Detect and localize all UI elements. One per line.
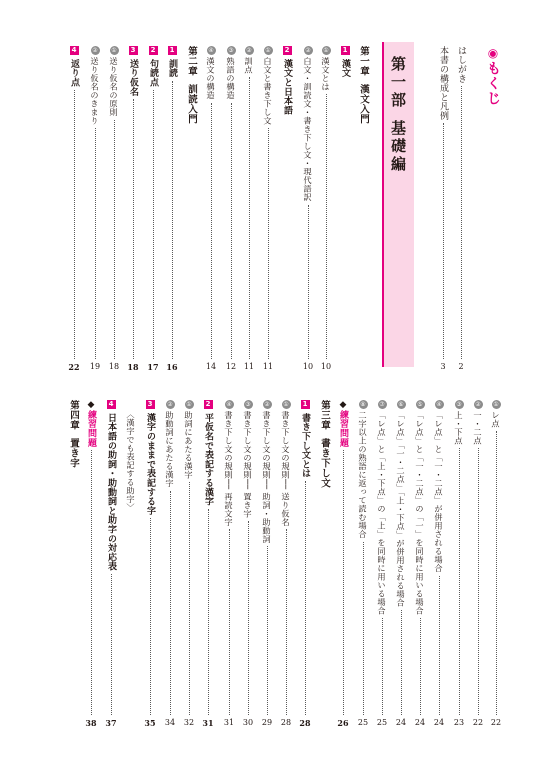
chapter-3-heading: [317, 400, 331, 488]
page-number: 12: [225, 362, 237, 371]
chapter-title: 書き下し文: [319, 438, 330, 488]
leader-dots: [401, 610, 402, 715]
entry-label: 漢文と日本語: [282, 59, 292, 115]
page-number: 14: [205, 362, 217, 371]
entry-label: 一・二点: [473, 411, 483, 445]
item-number-circle: ②: [246, 47, 252, 54]
leader-dots: [133, 99, 134, 359]
section-kundoku[interactable]: [166, 46, 178, 372]
section-kutouten[interactable]: [147, 46, 159, 372]
page-number: 24: [395, 718, 407, 727]
page-number: 22: [472, 718, 484, 727]
page-number: 24: [414, 718, 426, 727]
item-kanji-hyouki-joji[interactable]: [125, 410, 137, 728]
entry-label: はしがき: [456, 46, 466, 84]
item-number-circle: ②: [475, 401, 481, 408]
leader-dots: [496, 431, 497, 715]
chapter-1-heading: [356, 46, 370, 124]
page-number: 35: [144, 718, 156, 728]
leader-dots: [95, 128, 96, 359]
item-number-circle: ①: [186, 401, 192, 408]
item-kisoku-2[interactable]: [242, 400, 254, 728]
entry-label: 句読点: [148, 59, 158, 87]
entry-label: 「レ点」と「一・二点」の「一」を同時に用いる場合: [415, 411, 425, 615]
chapter-title: 漢文入門: [358, 84, 369, 124]
item-number-circle: ②: [305, 47, 311, 54]
item-number-circle: ②: [264, 401, 270, 408]
item-number-circle: ③: [245, 401, 251, 408]
entry-label: 本書の構成と凡例: [438, 46, 448, 121]
chapter-2-heading: [184, 46, 198, 124]
chapter-label: 第三章: [319, 400, 330, 430]
leader-dots: [268, 128, 269, 359]
leader-dots: [478, 448, 479, 715]
item-number-circle: ①: [111, 47, 117, 54]
page-number: 23: [453, 718, 465, 727]
entry-label: 漢文: [340, 59, 350, 78]
toc-title: [483, 46, 503, 106]
section-number-badge: 2: [204, 400, 213, 409]
leader-dots: [74, 90, 75, 359]
section-hiragana-hyouki[interactable]: [202, 400, 214, 728]
item-number-circle: ①: [323, 47, 329, 54]
exercise-mark: ◆: [86, 400, 96, 410]
leader-dots: [439, 576, 440, 716]
entry-label: 「レ点」と「一・二点」が併用される場合: [434, 411, 444, 573]
leader-dots: [153, 90, 154, 359]
page-number: 34: [164, 718, 176, 727]
item-number-circle: ①: [283, 401, 289, 408]
toc-title-text: もくじ: [485, 61, 501, 106]
item-kaeriten-1[interactable]: [472, 400, 484, 728]
entry-label: 書き下し文の規則── 置き字: [243, 411, 253, 518]
entry-label: 漢文の構造: [206, 57, 216, 100]
leader-dots: [305, 481, 306, 715]
page-number: 10: [320, 362, 332, 371]
leader-dots: [172, 81, 173, 359]
item-ch1-s2-1[interactable]: [243, 46, 255, 372]
entry-label: レ点: [491, 411, 501, 428]
item-jodoushi-kanji[interactable]: [164, 400, 176, 728]
section-number-badge: 1: [341, 46, 350, 55]
item-kisoku-1[interactable]: [261, 400, 273, 728]
entry-label: 漢字のままで表記する字: [145, 413, 155, 516]
chapter-title: 置き字: [68, 438, 79, 468]
leader-dots: [363, 542, 364, 716]
section-kanbun[interactable]: [339, 46, 351, 372]
page-number: 22: [490, 718, 502, 727]
item-number-circle: ⑧: [360, 401, 366, 408]
entry-label: 書き下し文とは: [300, 413, 310, 479]
entry-label: 白文・訓読文・書き下し文・現代語訳: [303, 57, 313, 202]
entry-label: 熟語の構造: [226, 57, 236, 100]
entry-label: 「レ点」「一・二点」「上・下点」が併用される場合: [396, 411, 406, 607]
leader-dots: [229, 529, 230, 715]
entry-label: 〈漢字でも表記する助字〉: [126, 410, 136, 512]
page-number: 17: [147, 362, 159, 372]
item-okurigana-gensoku[interactable]: [108, 46, 120, 372]
section-kanbun-nihongo[interactable]: [281, 46, 293, 372]
toc-entry-hashigaki[interactable]: [455, 46, 467, 372]
page-number: 22: [68, 362, 80, 372]
section-number-badge: 1: [301, 400, 310, 409]
page-number: 28: [299, 718, 311, 728]
page-number: 25: [357, 718, 369, 727]
page-number: 32: [183, 718, 195, 727]
page-number: 31: [202, 718, 214, 728]
leader-dots: [231, 103, 232, 360]
section-number-badge: 4: [70, 46, 79, 55]
section-number-badge: 3: [129, 46, 138, 55]
section-number-badge: 2: [149, 46, 158, 55]
page-number: 38: [85, 718, 97, 728]
section-kanji-mama[interactable]: [144, 400, 156, 728]
item-hakubun[interactable]: [302, 46, 314, 372]
page-number: 19: [89, 362, 101, 371]
section-number-badge: 2: [283, 46, 292, 55]
entry-label: 書き下し文の規則── 送り仮名: [281, 411, 291, 527]
entry-label: 二字以上の熟語に返って読む場合: [358, 411, 368, 539]
item-kisoku-0[interactable]: [280, 400, 292, 728]
leader-dots: [286, 529, 287, 715]
part-label: 第一部: [389, 56, 407, 110]
item-number-circle: ④: [208, 47, 214, 54]
page-number: 24: [433, 718, 445, 727]
leader-dots: [326, 94, 327, 359]
page-number: 37: [105, 718, 117, 728]
item-kaeriten-3[interactable]: [433, 400, 445, 728]
section-kaeriten[interactable]: [68, 46, 80, 372]
entry-label: 平仮名で表記する漢字: [203, 413, 213, 506]
leader-dots: [382, 618, 383, 715]
leader-dots: [114, 120, 115, 360]
item-kaeriten-4[interactable]: [414, 400, 426, 728]
item-number-circle: ①: [493, 401, 499, 408]
item-ch1-s2-2[interactable]: [225, 46, 237, 372]
toc-entry-kousei[interactable]: [437, 46, 449, 372]
item-joshi-kanji[interactable]: [183, 400, 195, 728]
section-number-badge: 3: [146, 400, 155, 409]
page-number: 30: [242, 718, 254, 727]
leader-dots: [208, 509, 209, 715]
item-kaeriten-5[interactable]: [395, 400, 407, 728]
entry-label: 漢文とは: [321, 57, 331, 91]
page-number: 28: [280, 718, 292, 727]
item-kaeriten-2[interactable]: [453, 400, 465, 728]
entry-label: 日本語の助詞・助動詞と助字の対応表: [106, 413, 116, 572]
item-number-circle: ⑦: [379, 401, 385, 408]
part-name: 基礎編: [389, 120, 407, 174]
entry-label: 「レ点」と「上・下点」の「上」を同時に用いる場合: [377, 411, 387, 615]
page-number: 11: [262, 362, 274, 371]
leader-dots: [443, 123, 444, 359]
item-number-circle: ①: [265, 47, 271, 54]
page-number: 10: [302, 362, 314, 371]
entry-label: 上・下点: [454, 411, 464, 445]
item-number-circle: ②: [92, 47, 98, 54]
item-number-circle: ⑤: [417, 401, 423, 408]
leader-dots: [211, 103, 212, 360]
leader-dots: [308, 205, 309, 360]
item-ch1-s2-3[interactable]: [205, 46, 217, 372]
part-title: [388, 56, 409, 174]
toc-title-mark: ◉: [486, 46, 500, 61]
leader-dots: [249, 77, 250, 359]
page-number: 31: [223, 718, 235, 727]
leader-dots: [267, 546, 268, 715]
page-number: 2: [458, 362, 464, 371]
item-number-circle: ④: [436, 401, 442, 408]
leader-dots: [111, 574, 112, 715]
item-okurigana-kimari[interactable]: [89, 46, 101, 372]
leader-dots: [459, 448, 460, 715]
item-number-circle: ⑥: [398, 401, 404, 408]
entry-label: 助動詞にあたる漢字: [165, 411, 175, 488]
page-number: 26: [337, 718, 349, 728]
leader-dots: [461, 86, 462, 359]
page-number: 11: [243, 362, 255, 371]
entry-label: 練習問題: [338, 410, 348, 448]
page-number: 18: [127, 362, 139, 372]
page-number: 25: [376, 718, 388, 727]
section-taiouhyou[interactable]: [105, 400, 117, 728]
chapter-title: 訓読入門: [186, 84, 197, 124]
entry-label: 書き下し文の規則── 再読文字: [224, 411, 234, 527]
leader-dots: [343, 450, 344, 715]
page-number: 3: [440, 362, 446, 371]
entry-label: 助詞にあたる漢字: [184, 411, 194, 479]
section-okurigana[interactable]: [127, 46, 139, 372]
item-kanbun-towa[interactable]: [320, 46, 332, 372]
entry-label: 書き下し文の規則── 助詞・助動詞: [262, 411, 272, 544]
item-number-circle: ③: [228, 47, 234, 54]
leader-dots: [420, 618, 421, 715]
leader-dots: [248, 521, 249, 715]
leader-dots: [170, 491, 171, 716]
item-number-circle: ④: [226, 401, 232, 408]
chapter-4-heading: [66, 400, 80, 468]
exercise-1[interactable]: [337, 400, 349, 728]
page-number: 29: [261, 718, 273, 727]
chapter-label: 第一章: [358, 46, 369, 76]
entry-label: 練習問題: [86, 410, 96, 448]
leader-dots: [150, 518, 151, 715]
chapter-label: 第四章: [68, 400, 79, 430]
item-kaeriten-7[interactable]: [357, 400, 369, 728]
exercise-mark: ◆: [338, 400, 348, 410]
entry-label: 訓読: [167, 59, 177, 78]
leader-dots: [91, 450, 92, 715]
section-kakikudashi-towa[interactable]: [299, 400, 311, 728]
page-number: 18: [108, 362, 120, 371]
exercise-2[interactable]: [85, 400, 97, 728]
entry-label: 白文と書き下し文: [263, 57, 273, 125]
item-kaeriten-6[interactable]: [376, 400, 388, 728]
entry-label: 訓点: [244, 57, 254, 74]
entry-label: 返り点: [69, 59, 79, 87]
entry-label: 送り仮名の原則: [109, 57, 119, 117]
item-number-circle: ③: [456, 401, 462, 408]
section-number-badge: 1: [168, 46, 177, 55]
item-kisoku-3[interactable]: [223, 400, 235, 728]
entry-label: 送り仮名: [128, 59, 138, 97]
item-kaeriten-0[interactable]: [490, 400, 502, 728]
leader-dots: [189, 482, 190, 715]
chapter-label: 第二章: [186, 46, 197, 76]
page-number: 16: [166, 362, 178, 372]
item-number-circle: ②: [167, 401, 173, 408]
entry-label: 送り仮名のきまり: [90, 57, 100, 125]
item-ch1-s2-0[interactable]: [262, 46, 274, 372]
section-number-badge: 4: [107, 400, 116, 409]
